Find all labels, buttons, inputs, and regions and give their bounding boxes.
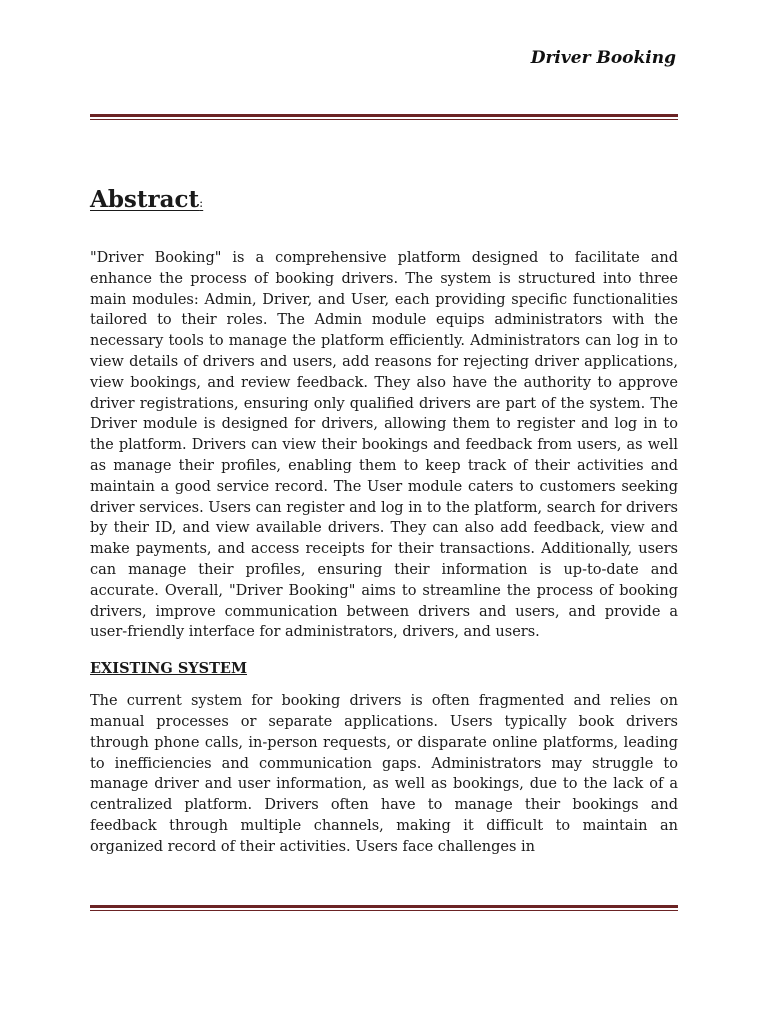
running-header-title: Driver Booking [530,48,676,68]
existing-system-paragraph: The current system for booking drivers is often fragmented and relies on manual processes or separate applications. Users typically book drivers through phone calls, in-person requests, or disparate online platforms, leading to inefficiencies and communication gaps. Administrators may struggle to manage driver and user information, as well as bookings, due to the lack of a centralized platform. Drivers often have to manage their bookings and feedback through multiple channels, making it difficult to maintain an organized record of their activities. Users face challenges in [90,693,678,855]
abstract-heading-text: Abstract [90,186,200,213]
existing-system-heading: EXISTING SYSTEM [90,660,248,678]
page-content [90,182,678,857]
abstract-heading-colon: : [199,196,204,210]
abstract-paragraph: "Driver Booking" is a comprehensive platform designed to facilitate and enhance the process of booking drivers. The system is structured into three main modules: Admin, Driver, and User, each providing specific functionalities tailored to their roles. The Admin module equips administrators with the necessary tools to manage the platform efficiently. Administrators can log in to view details of drivers and users, add reasons for rejecting driver applications, view bookings, and review feedback. They also have the authority to approve driver registrations, ensuring only qualified drivers are part of the system. The Driver module is designed for drivers, allowing them to register and log in to the platform. Drivers can view their bookings and feedback from users, as well as manage their profiles, enabling them to keep track of their activities and maintain a good service record. The User module caters to customers seeking driver services. Users can register and log in to the platform, search for drivers by their ID, and view available drivers. They can also add feedback, view and make payments, and access receipts for their transactions. Additionally, users can manage their profiles, ensuring their information is up-to-date and accurate. Overall, "Driver Booking" aims to streamline the process of booking drivers, improve communication between drivers and users, and provide a user-friendly interface for administrators, drivers, and users. [90,250,678,641]
abstract-heading [90,182,678,221]
header-rule [90,114,678,120]
footer-rule [90,905,678,911]
